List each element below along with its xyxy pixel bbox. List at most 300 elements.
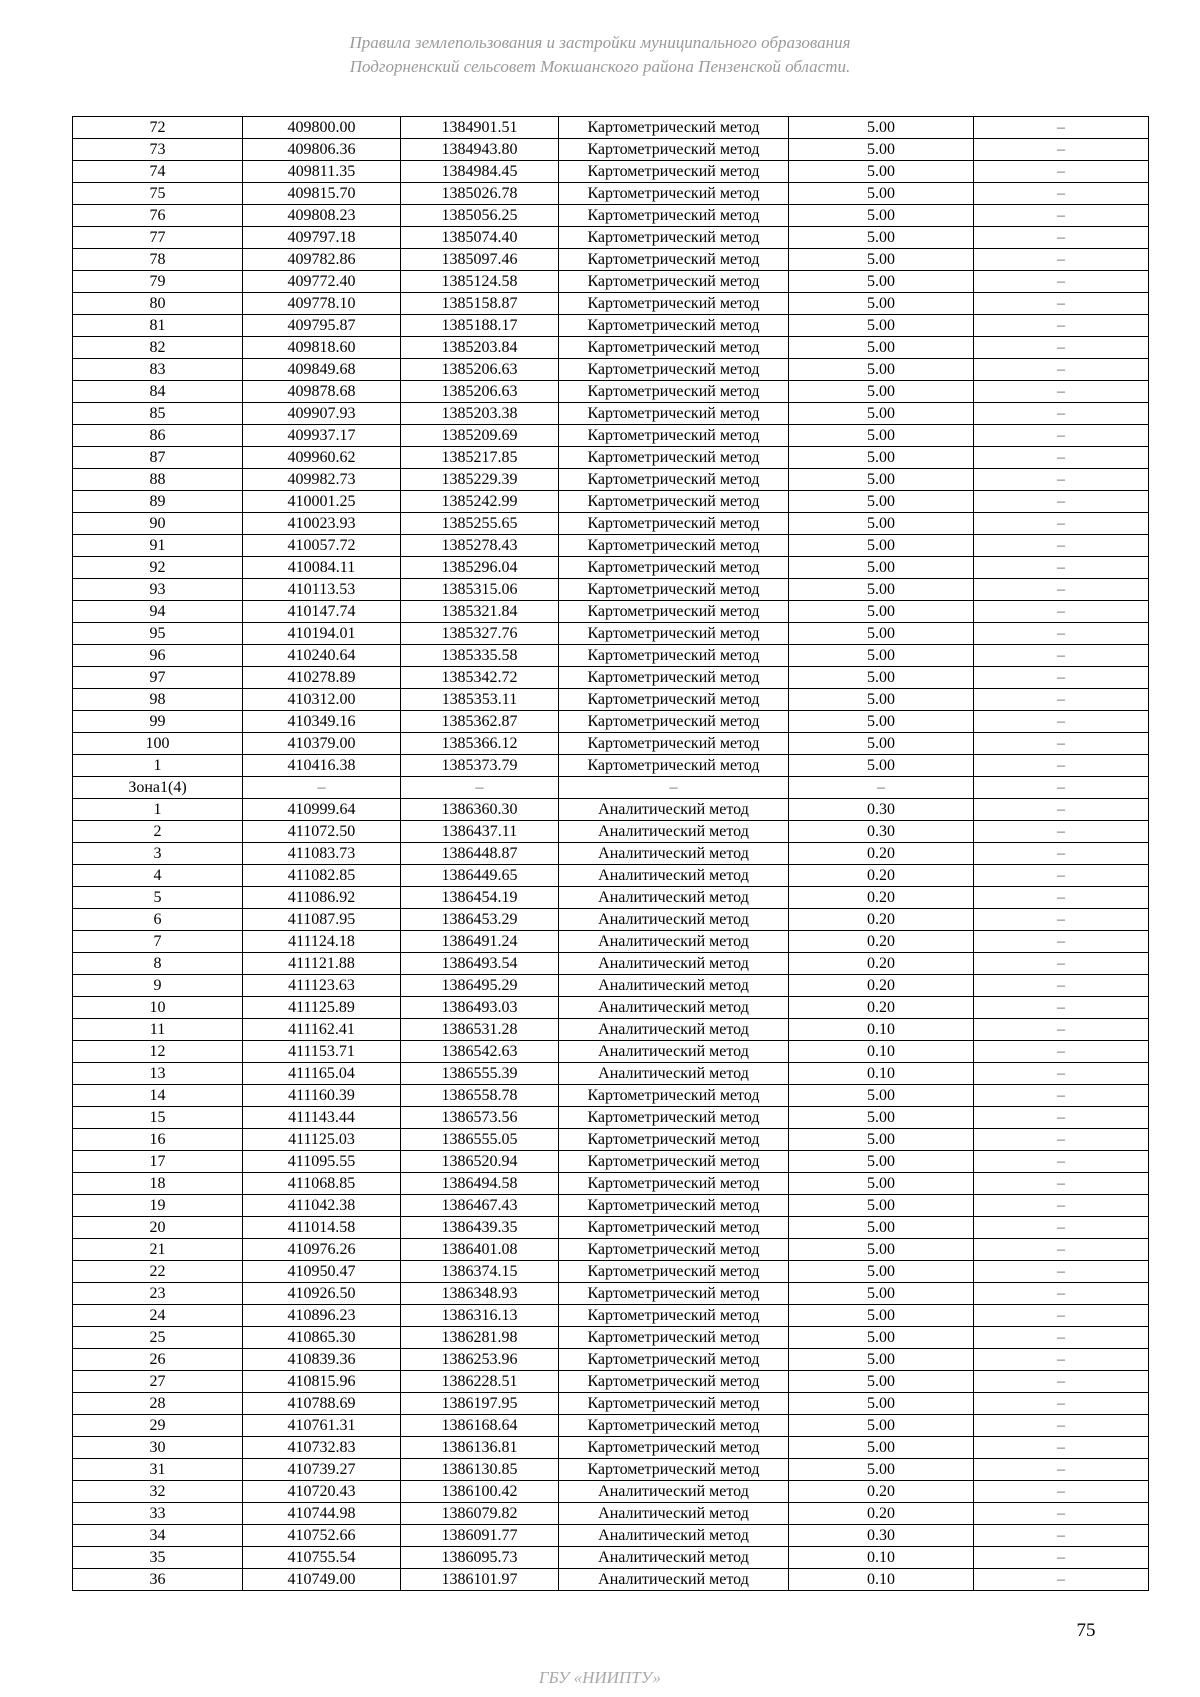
accuracy-cell: 5.00 — [789, 557, 974, 579]
point-number-cell: 21 — [73, 1239, 243, 1261]
point-number-cell: 73 — [73, 139, 243, 161]
point-number-cell: 34 — [73, 1525, 243, 1547]
x-coordinate-cell: 410761.31 — [243, 1415, 401, 1437]
point-number-cell: 88 — [73, 469, 243, 491]
point-number-cell: 1 — [73, 799, 243, 821]
running-header-line-2: Подгорненский сельсовет Мокшанского района Пензенской области. — [349, 57, 851, 76]
method-cell: Аналитический метод — [559, 821, 789, 843]
accuracy-cell: 5.00 — [789, 1129, 974, 1151]
note-cell: – — [974, 1349, 1149, 1371]
method-cell: Аналитический метод — [559, 1525, 789, 1547]
note-cell: – — [974, 315, 1149, 337]
accuracy-cell: 5.00 — [789, 579, 974, 601]
note-cell: – — [974, 711, 1149, 733]
note-cell: – — [974, 557, 1149, 579]
y-coordinate-cell: 1385278.43 — [401, 535, 559, 557]
point-number-cell: 27 — [73, 1371, 243, 1393]
note-cell: – — [974, 1217, 1149, 1239]
note-cell: – — [974, 425, 1149, 447]
x-coordinate-cell: 410278.89 — [243, 667, 401, 689]
x-coordinate-cell: 409878.68 — [243, 381, 401, 403]
accuracy-cell: 5.00 — [789, 513, 974, 535]
note-cell: – — [974, 1063, 1149, 1085]
table-row — [73, 469, 1149, 491]
y-coordinate-cell: 1385335.58 — [401, 645, 559, 667]
point-number-cell: 24 — [73, 1305, 243, 1327]
point-number-cell: 23 — [73, 1283, 243, 1305]
accuracy-cell: 0.20 — [789, 909, 974, 931]
method-cell: Аналитический метод — [559, 1481, 789, 1503]
method-cell: Аналитический метод — [559, 799, 789, 821]
method-cell: Картометрический метод — [559, 1195, 789, 1217]
table-row — [73, 205, 1149, 227]
y-coordinate-cell: 1385203.84 — [401, 337, 559, 359]
y-coordinate-cell: 1385209.69 — [401, 425, 559, 447]
method-cell: Картометрический метод — [559, 1217, 789, 1239]
accuracy-cell: 5.00 — [789, 183, 974, 205]
point-number-cell: 86 — [73, 425, 243, 447]
accuracy-cell: 5.00 — [789, 1085, 974, 1107]
y-coordinate-cell: 1385097.46 — [401, 249, 559, 271]
point-number-cell: 85 — [73, 403, 243, 425]
table-row — [73, 579, 1149, 601]
y-coordinate-cell: 1386558.78 — [401, 1085, 559, 1107]
method-cell: Картометрический метод — [559, 271, 789, 293]
method-cell: Картометрический метод — [559, 623, 789, 645]
y-coordinate-cell: 1385074.40 — [401, 227, 559, 249]
y-coordinate-cell: 1384901.51 — [401, 117, 559, 139]
x-coordinate-cell: 409811.35 — [243, 161, 401, 183]
y-coordinate-cell: 1386197.95 — [401, 1393, 559, 1415]
accuracy-cell: 0.10 — [789, 1063, 974, 1085]
note-cell: – — [974, 1019, 1149, 1041]
x-coordinate-cell: 410896.23 — [243, 1305, 401, 1327]
note-cell: – — [974, 909, 1149, 931]
point-number-cell: 94 — [73, 601, 243, 623]
accuracy-cell: 5.00 — [789, 1415, 974, 1437]
point-number-cell: 11 — [73, 1019, 243, 1041]
y-coordinate-cell: 1384943.80 — [401, 139, 559, 161]
x-coordinate-cell: 411095.55 — [243, 1151, 401, 1173]
method-cell: Аналитический метод — [559, 953, 789, 975]
x-coordinate-cell: 411162.41 — [243, 1019, 401, 1041]
method-cell: Аналитический метод — [559, 1063, 789, 1085]
x-coordinate-cell: 409800.00 — [243, 117, 401, 139]
accuracy-cell: 5.00 — [789, 1459, 974, 1481]
table-row — [73, 1547, 1149, 1569]
accuracy-cell: 5.00 — [789, 403, 974, 425]
x-coordinate-cell: 410194.01 — [243, 623, 401, 645]
point-number-cell: 96 — [73, 645, 243, 667]
method-cell: Картометрический метод — [559, 359, 789, 381]
method-cell: Картометрический метод — [559, 1371, 789, 1393]
x-coordinate-cell: 409815.70 — [243, 183, 401, 205]
x-coordinate-cell: 410001.25 — [243, 491, 401, 513]
point-number-cell: 79 — [73, 271, 243, 293]
point-number-cell: 10 — [73, 997, 243, 1019]
x-coordinate-cell: 411121.88 — [243, 953, 401, 975]
method-cell: Картометрический метод — [559, 1437, 789, 1459]
method-cell: Картометрический метод — [559, 645, 789, 667]
method-cell: – — [559, 777, 789, 799]
note-cell: – — [974, 997, 1149, 1019]
method-cell: Картометрический метод — [559, 1129, 789, 1151]
x-coordinate-cell: 410839.36 — [243, 1349, 401, 1371]
note-cell: – — [974, 777, 1149, 799]
table-row — [73, 601, 1149, 623]
method-cell: Аналитический метод — [559, 1041, 789, 1063]
note-cell: – — [974, 843, 1149, 865]
table-row — [73, 887, 1149, 909]
note-cell: – — [974, 579, 1149, 601]
accuracy-cell: 5.00 — [789, 1107, 974, 1129]
method-cell: Картометрический метод — [559, 315, 789, 337]
y-coordinate-cell: 1386091.77 — [401, 1525, 559, 1547]
table-row — [73, 1371, 1149, 1393]
accuracy-cell: 5.00 — [789, 491, 974, 513]
method-cell: Картометрический метод — [559, 711, 789, 733]
accuracy-cell: 0.20 — [789, 997, 974, 1019]
note-cell: – — [974, 403, 1149, 425]
method-cell: Картометрический метод — [559, 557, 789, 579]
accuracy-cell: 0.10 — [789, 1019, 974, 1041]
y-coordinate-cell: 1386467.43 — [401, 1195, 559, 1217]
y-coordinate-cell: 1386095.73 — [401, 1547, 559, 1569]
accuracy-cell: 5.00 — [789, 447, 974, 469]
method-cell: Картометрический метод — [559, 447, 789, 469]
point-number-cell: 30 — [73, 1437, 243, 1459]
method-cell: Картометрический метод — [559, 1393, 789, 1415]
method-cell: Картометрический метод — [559, 491, 789, 513]
point-number-cell: 22 — [73, 1261, 243, 1283]
table-row — [73, 359, 1149, 381]
y-coordinate-cell: 1386348.93 — [401, 1283, 559, 1305]
y-coordinate-cell: 1386493.54 — [401, 953, 559, 975]
method-cell: Картометрический метод — [559, 1173, 789, 1195]
method-cell: Картометрический метод — [559, 293, 789, 315]
y-coordinate-cell: 1386100.42 — [401, 1481, 559, 1503]
table-row — [73, 1393, 1149, 1415]
table-row — [73, 249, 1149, 271]
accuracy-cell: 0.10 — [789, 1547, 974, 1569]
point-number-cell: 100 — [73, 733, 243, 755]
y-coordinate-cell: 1386555.39 — [401, 1063, 559, 1085]
accuracy-cell: 5.00 — [789, 1217, 974, 1239]
y-coordinate-cell: 1385327.76 — [401, 623, 559, 645]
point-number-cell: 20 — [73, 1217, 243, 1239]
accuracy-cell: 5.00 — [789, 1283, 974, 1305]
accuracy-cell: 5.00 — [789, 645, 974, 667]
x-coordinate-cell: 411125.89 — [243, 997, 401, 1019]
x-coordinate-cell: 409982.73 — [243, 469, 401, 491]
accuracy-cell: 0.20 — [789, 1503, 974, 1525]
note-cell: – — [974, 447, 1149, 469]
point-number-cell: 92 — [73, 557, 243, 579]
x-coordinate-cell: 410113.53 — [243, 579, 401, 601]
table-row — [73, 689, 1149, 711]
x-coordinate-cell: 411123.63 — [243, 975, 401, 997]
y-coordinate-cell: 1385362.87 — [401, 711, 559, 733]
method-cell: Картометрический метод — [559, 1283, 789, 1305]
note-cell: – — [974, 1041, 1149, 1063]
point-number-cell: 95 — [73, 623, 243, 645]
method-cell: Картометрический метод — [559, 1415, 789, 1437]
note-cell: – — [974, 359, 1149, 381]
method-cell: Аналитический метод — [559, 1547, 789, 1569]
y-coordinate-cell: 1386495.29 — [401, 975, 559, 997]
y-coordinate-cell: 1385206.63 — [401, 381, 559, 403]
note-cell: – — [974, 1459, 1149, 1481]
note-cell: – — [974, 535, 1149, 557]
table-row — [73, 711, 1149, 733]
note-cell: – — [974, 601, 1149, 623]
accuracy-cell: 5.00 — [789, 711, 974, 733]
table-row — [73, 1217, 1149, 1239]
note-cell: – — [974, 1305, 1149, 1327]
accuracy-cell: 5.00 — [789, 381, 974, 403]
x-coordinate-cell: 409907.93 — [243, 403, 401, 425]
table-row — [73, 777, 1149, 799]
method-cell: Картометрический метод — [559, 205, 789, 227]
table-row — [73, 161, 1149, 183]
method-cell: Картометрический метод — [559, 1151, 789, 1173]
accuracy-cell: 5.00 — [789, 359, 974, 381]
y-coordinate-cell: 1385124.58 — [401, 271, 559, 293]
method-cell: Картометрический метод — [559, 1305, 789, 1327]
method-cell: Картометрический метод — [559, 425, 789, 447]
x-coordinate-cell: 411165.04 — [243, 1063, 401, 1085]
y-coordinate-cell: 1385026.78 — [401, 183, 559, 205]
method-cell: Аналитический метод — [559, 1503, 789, 1525]
table-row — [73, 843, 1149, 865]
coordinates-table — [72, 116, 1149, 1591]
table-row — [73, 535, 1149, 557]
method-cell: Аналитический метод — [559, 997, 789, 1019]
y-coordinate-cell: 1386453.29 — [401, 909, 559, 931]
footer-organization: ГБУ «НИИПТУ» — [538, 1668, 662, 1687]
y-coordinate-cell: 1386316.13 — [401, 1305, 559, 1327]
table-row — [73, 491, 1149, 513]
point-number-cell: 25 — [73, 1327, 243, 1349]
note-cell: – — [974, 1239, 1149, 1261]
table-row — [73, 1437, 1149, 1459]
point-number-cell: 12 — [73, 1041, 243, 1063]
table-row — [73, 1481, 1149, 1503]
point-number-cell: 81 — [73, 315, 243, 337]
x-coordinate-cell: 409778.10 — [243, 293, 401, 315]
note-cell: – — [974, 337, 1149, 359]
note-cell: – — [974, 1415, 1149, 1437]
accuracy-cell: 0.20 — [789, 1481, 974, 1503]
table-row — [73, 821, 1149, 843]
accuracy-cell: 5.00 — [789, 1173, 974, 1195]
method-cell: Картометрический метод — [559, 535, 789, 557]
y-coordinate-cell: 1385315.06 — [401, 579, 559, 601]
accuracy-cell: 0.20 — [789, 843, 974, 865]
accuracy-cell: 5.00 — [789, 1349, 974, 1371]
note-cell: – — [974, 1173, 1149, 1195]
x-coordinate-cell: 410147.74 — [243, 601, 401, 623]
method-cell: Картометрический метод — [559, 689, 789, 711]
y-coordinate-cell: 1386448.87 — [401, 843, 559, 865]
method-cell: Картометрический метод — [559, 1239, 789, 1261]
note-cell: – — [974, 975, 1149, 997]
note-cell: – — [974, 1393, 1149, 1415]
x-coordinate-cell: 411014.58 — [243, 1217, 401, 1239]
method-cell: Картометрический метод — [559, 469, 789, 491]
accuracy-cell: 5.00 — [789, 1393, 974, 1415]
x-coordinate-cell: 411087.95 — [243, 909, 401, 931]
note-cell: – — [974, 1195, 1149, 1217]
table-row — [73, 755, 1149, 777]
note-cell: – — [974, 1283, 1149, 1305]
y-coordinate-cell: 1385296.04 — [401, 557, 559, 579]
x-coordinate-cell: – — [243, 777, 401, 799]
note-cell: – — [974, 227, 1149, 249]
point-number-cell: Зона1(4) — [73, 777, 243, 799]
note-cell: – — [974, 1151, 1149, 1173]
accuracy-cell: 5.00 — [789, 1327, 974, 1349]
point-number-cell: 83 — [73, 359, 243, 381]
point-number-cell: 98 — [73, 689, 243, 711]
y-coordinate-cell: 1386360.30 — [401, 799, 559, 821]
x-coordinate-cell: 409782.86 — [243, 249, 401, 271]
y-coordinate-cell: 1386401.08 — [401, 1239, 559, 1261]
y-coordinate-cell: 1386573.56 — [401, 1107, 559, 1129]
table-row — [73, 557, 1149, 579]
y-coordinate-cell: – — [401, 777, 559, 799]
y-coordinate-cell: 1385188.17 — [401, 315, 559, 337]
note-cell: – — [974, 623, 1149, 645]
note-cell: – — [974, 755, 1149, 777]
method-cell: Аналитический метод — [559, 909, 789, 931]
note-cell: – — [974, 953, 1149, 975]
x-coordinate-cell: 409818.60 — [243, 337, 401, 359]
point-number-cell: 28 — [73, 1393, 243, 1415]
x-coordinate-cell: 409937.17 — [243, 425, 401, 447]
y-coordinate-cell: 1386439.35 — [401, 1217, 559, 1239]
note-cell: – — [974, 821, 1149, 843]
note-cell: – — [974, 645, 1149, 667]
y-coordinate-cell: 1385342.72 — [401, 667, 559, 689]
x-coordinate-cell: 410815.96 — [243, 1371, 401, 1393]
point-number-cell: 97 — [73, 667, 243, 689]
accuracy-cell: 5.00 — [789, 1437, 974, 1459]
method-cell: Картометрический метод — [559, 139, 789, 161]
note-cell: – — [974, 1327, 1149, 1349]
x-coordinate-cell: 411124.18 — [243, 931, 401, 953]
table-row — [73, 1503, 1149, 1525]
y-coordinate-cell: 1386555.05 — [401, 1129, 559, 1151]
point-number-cell: 14 — [73, 1085, 243, 1107]
y-coordinate-cell: 1386449.65 — [401, 865, 559, 887]
point-number-cell: 78 — [73, 249, 243, 271]
y-coordinate-cell: 1385056.25 — [401, 205, 559, 227]
accuracy-cell: 5.00 — [789, 755, 974, 777]
y-coordinate-cell: 1386136.81 — [401, 1437, 559, 1459]
point-number-cell: 89 — [73, 491, 243, 513]
point-number-cell: 75 — [73, 183, 243, 205]
point-number-cell: 82 — [73, 337, 243, 359]
table-row — [73, 1129, 1149, 1151]
accuracy-cell: 5.00 — [789, 1195, 974, 1217]
x-coordinate-cell: 411083.73 — [243, 843, 401, 865]
point-number-cell: 99 — [73, 711, 243, 733]
table-row — [73, 315, 1149, 337]
note-cell: – — [974, 1129, 1149, 1151]
accuracy-cell: 0.20 — [789, 931, 974, 953]
note-cell: – — [974, 1107, 1149, 1129]
note-cell: – — [974, 799, 1149, 821]
y-coordinate-cell: 1386494.58 — [401, 1173, 559, 1195]
accuracy-cell: 0.20 — [789, 975, 974, 997]
point-number-cell: 13 — [73, 1063, 243, 1085]
x-coordinate-cell: 409960.62 — [243, 447, 401, 469]
accuracy-cell: 0.30 — [789, 1525, 974, 1547]
accuracy-cell: 0.10 — [789, 1569, 974, 1591]
table-row — [73, 667, 1149, 689]
note-cell: – — [974, 293, 1149, 315]
accuracy-cell: 0.20 — [789, 887, 974, 909]
note-cell: – — [974, 1261, 1149, 1283]
table-row — [73, 227, 1149, 249]
x-coordinate-cell: 410312.00 — [243, 689, 401, 711]
x-coordinate-cell: 409797.18 — [243, 227, 401, 249]
accuracy-cell: 5.00 — [789, 205, 974, 227]
x-coordinate-cell: 411143.44 — [243, 1107, 401, 1129]
x-coordinate-cell: 411153.71 — [243, 1041, 401, 1063]
accuracy-cell: 5.00 — [789, 337, 974, 359]
note-cell: – — [974, 865, 1149, 887]
x-coordinate-cell: 409772.40 — [243, 271, 401, 293]
table-row — [73, 271, 1149, 293]
accuracy-cell: 5.00 — [789, 1305, 974, 1327]
point-number-cell: 76 — [73, 205, 243, 227]
y-coordinate-cell: 1385321.84 — [401, 601, 559, 623]
table-row — [73, 645, 1149, 667]
y-coordinate-cell: 1386130.85 — [401, 1459, 559, 1481]
point-number-cell: 6 — [73, 909, 243, 931]
accuracy-cell: 5.00 — [789, 315, 974, 337]
point-number-cell: 16 — [73, 1129, 243, 1151]
point-number-cell: 35 — [73, 1547, 243, 1569]
table-row — [73, 799, 1149, 821]
y-coordinate-cell: 1385158.87 — [401, 293, 559, 315]
method-cell: Картометрический метод — [559, 755, 789, 777]
method-cell: Аналитический метод — [559, 887, 789, 909]
x-coordinate-cell: 410744.98 — [243, 1503, 401, 1525]
note-cell: – — [974, 513, 1149, 535]
table-row — [73, 1525, 1149, 1547]
method-cell: Аналитический метод — [559, 1019, 789, 1041]
x-coordinate-cell: 410739.27 — [243, 1459, 401, 1481]
method-cell: Картометрический метод — [559, 733, 789, 755]
y-coordinate-cell: 1386101.97 — [401, 1569, 559, 1591]
method-cell: Картометрический метод — [559, 513, 789, 535]
note-cell: – — [974, 117, 1149, 139]
y-coordinate-cell: 1385373.79 — [401, 755, 559, 777]
x-coordinate-cell: 410976.26 — [243, 1239, 401, 1261]
point-number-cell: 87 — [73, 447, 243, 469]
point-number-cell: 91 — [73, 535, 243, 557]
point-number-cell: 90 — [73, 513, 243, 535]
x-coordinate-cell: 411068.85 — [243, 1173, 401, 1195]
table-row — [73, 183, 1149, 205]
x-coordinate-cell: 410720.43 — [243, 1481, 401, 1503]
accuracy-cell: 5.00 — [789, 667, 974, 689]
y-coordinate-cell: 1386542.63 — [401, 1041, 559, 1063]
method-cell: Картометрический метод — [559, 579, 789, 601]
